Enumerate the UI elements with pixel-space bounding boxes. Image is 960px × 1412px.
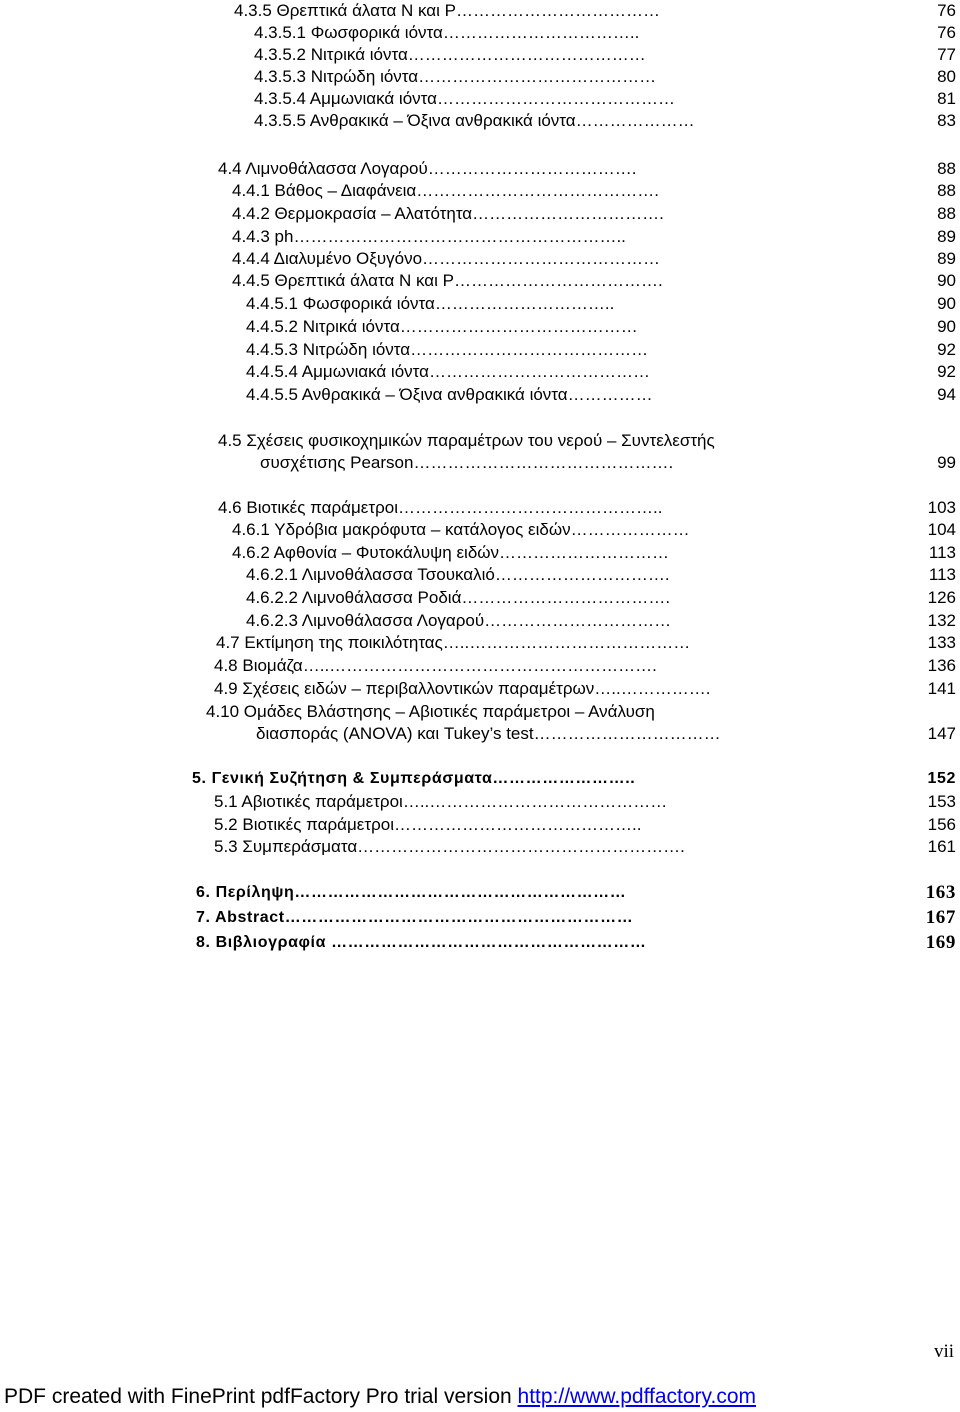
- toc-entry[interactable]: 4.3.5.4 Αμμωνιακά ιόντα…………………………………… 81: [254, 89, 956, 108]
- page-number: vii: [933, 1341, 954, 1362]
- toc-entry[interactable]: 4.3.5.5 Ανθρακικά – Όξινα ανθρακικά ιόντα………………… 83: [254, 111, 956, 130]
- toc-entry[interactable]: 4.4.5.4 Αμμωνιακά ιόντα………………………………… 92: [246, 362, 956, 381]
- toc-entry[interactable]: διασποράς (ANOVA) και Tukey’s test…………………………… 147: [256, 724, 956, 743]
- toc-entry[interactable]: 4.6.2.1 Λιμνοθάλασσα Τσουκαλιό…………………………. 113: [246, 565, 956, 584]
- toc-entry[interactable]: 4.4.2 Θερμοκρασία – Αλατότητα……………………………. 88: [232, 204, 956, 223]
- toc-entry[interactable]: 4.4 Λιμνοθάλασσα Λογαρού………………………………. 88: [218, 159, 956, 178]
- toc-entry[interactable]: 4.4.5.5 Ανθρακικά – Όξινα ανθρακικά ιόντα…………… 94: [246, 385, 956, 404]
- toc-entry[interactable]: 4.10 Ομάδες Βλάστησης – Αβιοτικές παράμετροι – Ανάλυση: [206, 702, 655, 721]
- toc-entry[interactable]: 4.8 Βιομάζα…..…………………………………………………. 136: [214, 656, 956, 675]
- toc-entry[interactable]: 4.4.5 Θρεπτικά άλατα Ν και Ρ………………………………. 90: [232, 271, 956, 290]
- pdf-footer: [4, 1384, 756, 1410]
- toc-entry[interactable]: 4.9 Σχέσεις ειδών – περιβαλλοντικών παραμέτρων…..……………. 141: [214, 679, 956, 698]
- toc-entry[interactable]: 4.4.5.1 Φωσφορικά ιόντα………………………….. 90: [246, 294, 956, 313]
- toc-entry[interactable]: 4.3.5 Θρεπτικά άλατα Ν και Ρ……………………………… 76: [234, 1, 956, 20]
- toc-entry[interactable]: 4.4.1 Βάθος – Διαφάνεια……………………………………. 88: [232, 181, 956, 200]
- toc-entry[interactable]: 4.6.1 Υδρόβια μακρόφυτα – κατάλογος ειδών………………… 104: [232, 520, 956, 539]
- toc-entry[interactable]: 4.6.2.3 Λιμνοθάλασσα Λογαρού…………………………… 132: [246, 611, 956, 630]
- toc-entry[interactable]: 4.4.5.2 Νιτρικά ιόντα…………………………………… 90: [246, 317, 956, 336]
- toc-entry[interactable]: 4.5 Σχέσεις φυσικοχημικών παραμέτρων του νερού – Συντελεστής: [218, 431, 715, 450]
- toc-entry[interactable]: 5.2 Βιοτικές παράμετροι…………………………………….. 156: [214, 815, 956, 834]
- toc-chapter-entry[interactable]: 5. Γενική Συζήτηση & Συμπεράσματα…………………….. 152: [192, 770, 956, 787]
- toc-chapter-entry[interactable]: 6. Περίληψη…………………………………………………… 163: [196, 882, 956, 903]
- toc-entry[interactable]: 4.6 Βιοτικές παράμετροι……………………………………….. 103: [218, 498, 956, 517]
- toc-entry[interactable]: συσχέτισης Pearson………………………………………. 99: [260, 453, 956, 472]
- toc-entry[interactable]: 4.6.2.2 Λιμνοθάλασσα Ροδιά………………………………. 126: [246, 588, 956, 607]
- toc-entry[interactable]: 4.7 Εκτίμηση της ποικιλότητας…..………………………………… 133: [216, 633, 956, 652]
- toc-entry[interactable]: 5.3 Συμπεράσματα…………………………………………………. 161: [214, 837, 956, 856]
- toc-entry[interactable]: 5.1 Αβιοτικές παράμετροι…..…………………………………… 153: [214, 792, 956, 811]
- toc-entry[interactable]: 4.4.4 Διαλυμένο Οξυγόνο…………………………………… 89: [232, 249, 956, 268]
- toc-entry[interactable]: 4.4.3 ph………………………………………………….. 89: [232, 227, 956, 246]
- toc-entry[interactable]: 4.6.2 Αφθονία – Φυτοκάλυψη ειδών………………………… 113: [232, 543, 956, 562]
- toc-entry[interactable]: 4.3.5.3 Νιτρώδη ιόντα…………………………………… 80: [254, 67, 956, 86]
- toc-entry[interactable]: 4.3.5.1 Φωσφορικά ιόντα…………………………….. 76: [254, 23, 956, 42]
- toc-entry[interactable]: 4.4.5.3 Νιτρώδη ιόντα…………………………………… 92: [246, 340, 956, 359]
- footer-link[interactable]: http://www.pdffactory.com: [517, 1385, 757, 1408]
- toc-entry[interactable]: 4.3.5.2 Νιτρικά ιόντα…………………………………… 77: [254, 45, 956, 64]
- toc-chapter-entry[interactable]: 8. Βιβλιογραφία ………………………………………………… 169: [196, 932, 956, 953]
- footer-text: PDF created with FinePrint pdfFactory Pro trial version: [4, 1385, 518, 1408]
- toc-chapter-entry[interactable]: 7. Abstract……………………………………………………… 167: [196, 907, 956, 928]
